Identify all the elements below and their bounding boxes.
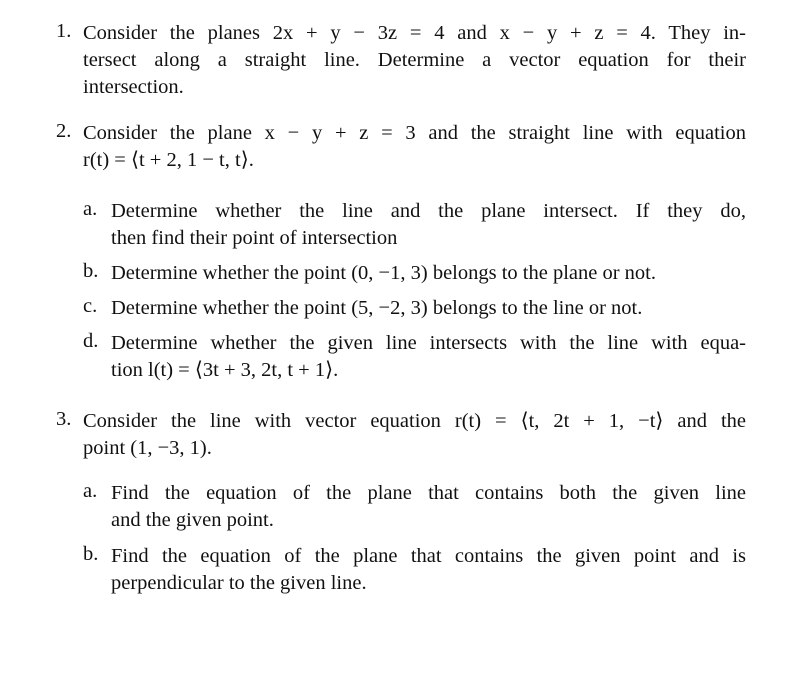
problem-line: Consider the plane x − y + z = 3 and the straight line with equation bbox=[83, 122, 746, 144]
part-label: b. bbox=[83, 260, 99, 282]
part-text bbox=[111, 198, 746, 252]
problem-1 bbox=[56, 20, 746, 101]
problem-3 bbox=[56, 408, 746, 462]
problem-2 bbox=[56, 120, 746, 174]
problem-line: tersect along a straight line. Determine a vector equation for their bbox=[83, 49, 746, 71]
problem-line: point (1, −3, 1). bbox=[83, 437, 212, 459]
problem-line: Consider the planes 2x + y − 3z = 4 and x − y + z = 4. They in- bbox=[83, 22, 746, 44]
part-2a bbox=[83, 198, 746, 252]
part-3b bbox=[83, 543, 746, 597]
part-label: c. bbox=[83, 295, 98, 317]
problem-line: Consider the line with vector equation r(t) = ⟨t, 2t + 1, −t⟩ and the bbox=[83, 410, 746, 432]
part-line: Determine whether the given line intersects with the line with equa- bbox=[111, 332, 746, 354]
part-label: b. bbox=[83, 543, 99, 565]
part-label: a. bbox=[83, 198, 98, 220]
part-line: Find the equation of the plane that contains both the given line bbox=[111, 482, 746, 504]
part-text bbox=[111, 480, 746, 534]
part-line: Find the equation of the plane that contains the given point and is bbox=[111, 545, 746, 567]
problem-number: 3. bbox=[56, 408, 72, 430]
problem-number: 1. bbox=[56, 20, 72, 42]
part-line: then find their point of intersection bbox=[111, 227, 398, 249]
problem-line: intersection. bbox=[83, 76, 184, 98]
part-text bbox=[111, 260, 746, 287]
part-label: a. bbox=[83, 480, 98, 502]
part-2c bbox=[83, 295, 746, 322]
part-2d bbox=[83, 330, 746, 384]
part-text bbox=[111, 330, 746, 384]
problem-text bbox=[83, 20, 746, 101]
part-3a bbox=[83, 480, 746, 534]
problem-line: r(t) = ⟨t + 2, 1 − t, t⟩. bbox=[83, 149, 254, 171]
problem-number: 2. bbox=[56, 120, 72, 142]
part-line: perpendicular to the given line. bbox=[111, 572, 367, 594]
part-label: d. bbox=[83, 330, 99, 352]
part-2b bbox=[83, 260, 746, 287]
part-text bbox=[111, 543, 746, 597]
problem-text bbox=[83, 120, 746, 174]
problem-text bbox=[83, 408, 746, 462]
part-line: Determine whether the point (5, −2, 3) belongs to the line or not. bbox=[111, 297, 643, 319]
part-line: and the given point. bbox=[111, 509, 274, 531]
part-text bbox=[111, 295, 746, 322]
part-line: Determine whether the point (0, −1, 3) belongs to the plane or not. bbox=[111, 262, 656, 284]
part-line: tion l(t) = ⟨3t + 3, 2t, t + 1⟩. bbox=[111, 359, 339, 381]
part-line: Determine whether the line and the plane intersect. If they do, bbox=[111, 200, 746, 222]
